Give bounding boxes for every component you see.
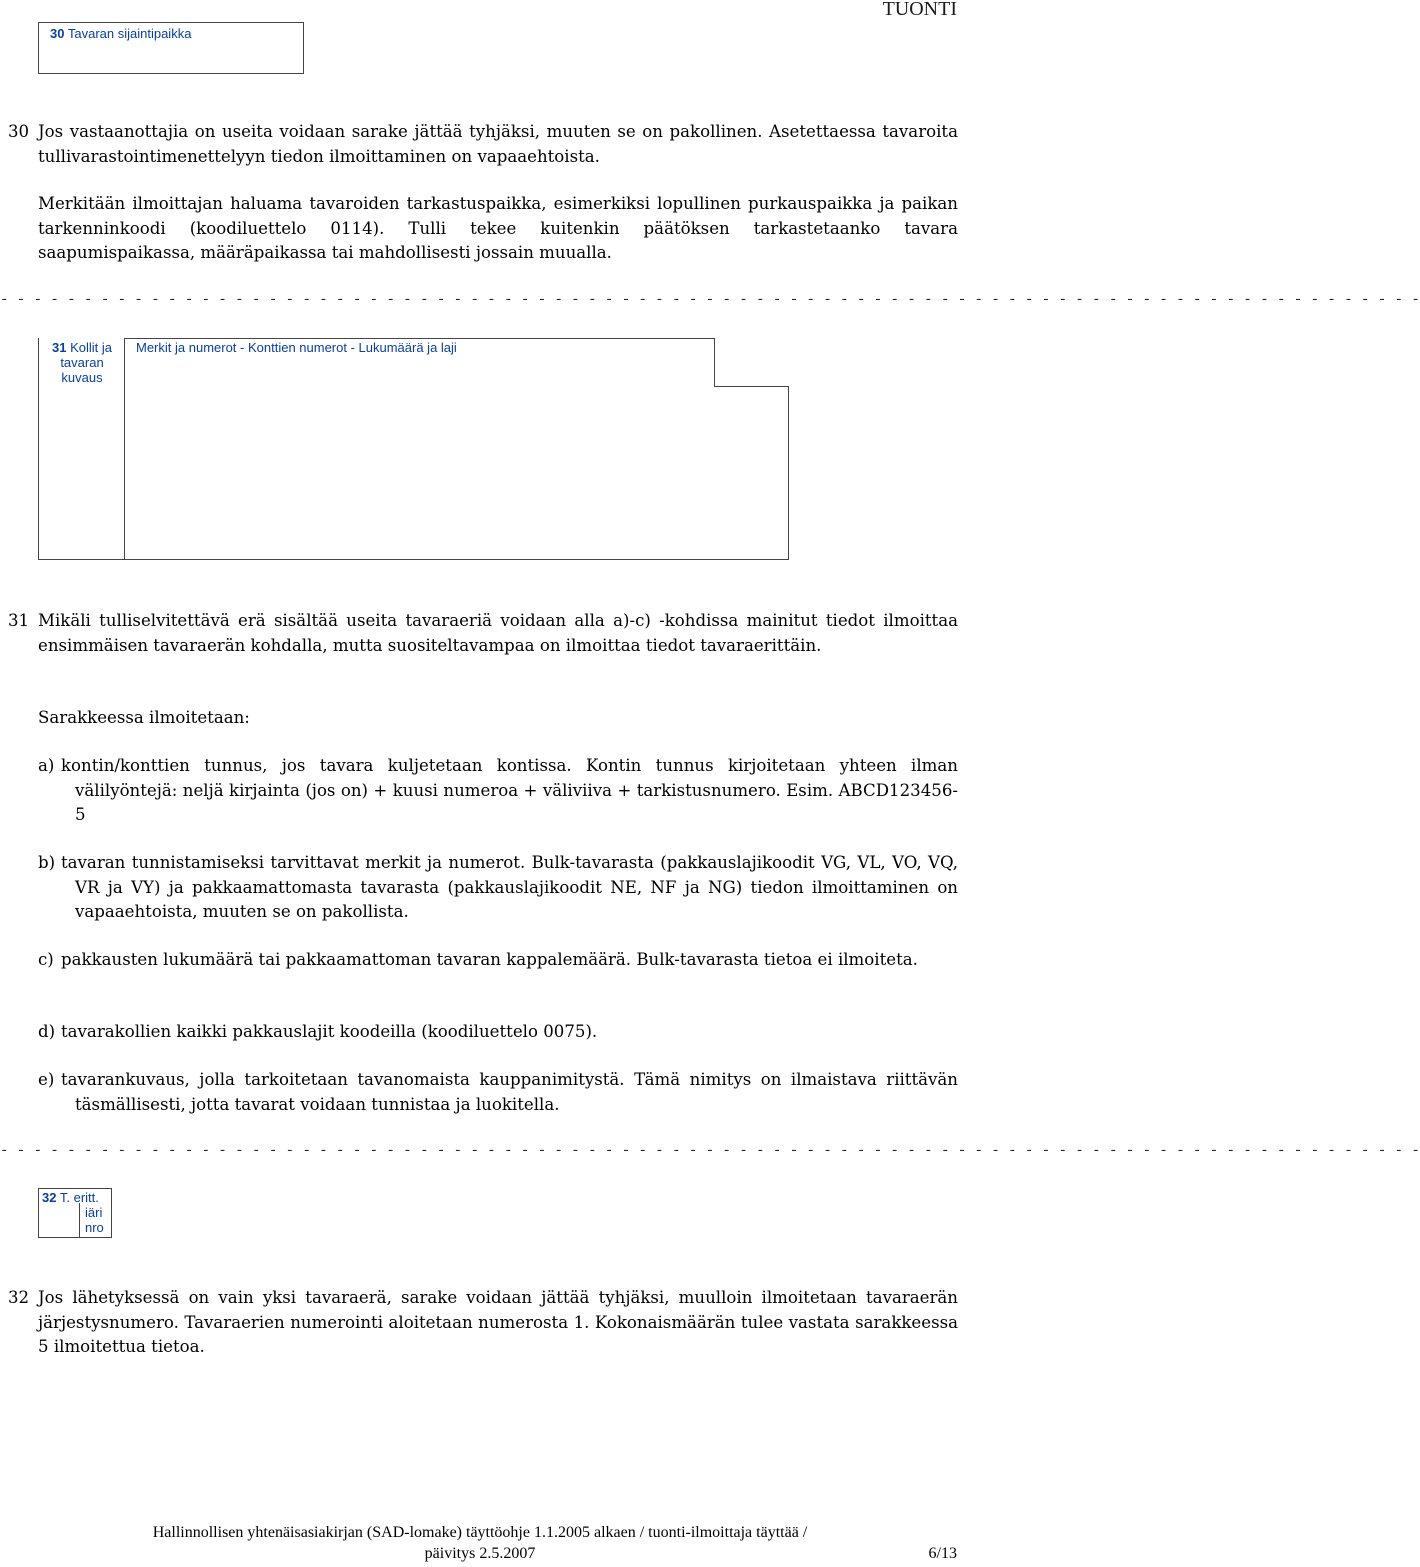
field-label: Tavaran sijaintipaikka <box>67 26 192 41</box>
page-number: 6/13 <box>928 1545 957 1562</box>
page-footer: Hallinnollisen yhtenäisasiakirjan (SAD-lomake) täyttöohje 1.1.2005 alkaen / tuonti-ilmoittaja täyttää / päivitys 2.5.2007 <box>152 1524 808 1562</box>
list-item: c) pakkausten lukumäärä tai pakkaamattoman tavaran kappalemäärä. Bulk-tavarasta tietoa ei ilmoiteta. <box>38 950 918 969</box>
sec31-paragraph-2: Sarakkeessa ilmoitetaan: <box>38 708 250 727</box>
field-number: 31 <box>51 340 67 355</box>
list-item: a) kontin/konttien tunnus, jos tavara kuljetetaan kontissa. Kontin tunnus kirjoitetaan yhteen ilman välilyöntejä: neljä kirjainta (jos on) + kuusi numeroa + väliviiva + tarkistusnumero. Esim. ABCD123456-5 <box>38 756 958 824</box>
sec30-number: 30 <box>8 122 30 141</box>
field-box-30 <box>38 22 304 74</box>
separator-dashes: - - - - - - - - - - - - - - - - - - - - - - - - - - - - - - - - - - - - - - - - - - - - - - - - - - - - - - - - - - - - - - - - - - - - - - - - - - - - - - - - - - - - - <box>0 292 1420 308</box>
field-inner-label: Merkit ja numerot - Konttien numerot - Lukumäärä ja laji <box>136 340 457 355</box>
sec30-paragraph-1: 30 Jos vastaanottajia on useita voidaan sarake jättää tyhjäksi, muuten se on pakollinen. Asetettaessa tavaroita tullivarastointimenettelyyn tiedon ilmoittaminen on vapaaehtoista. <box>8 122 958 166</box>
section-header: TUONTI <box>882 0 957 20</box>
field-box-31: 31 Kollit ja tavaran kuvaus Merkit ja numerot - Konttien numerot - Lukumäärä ja laji <box>38 338 790 560</box>
field-number: 30 <box>50 26 65 41</box>
list-item: d) tavarakollien kaikki pakkauslajit koodeilla (koodiluettelo 0075). <box>38 1022 598 1041</box>
list-item: b) tavaran tunnistamiseksi tarvittavat merkit ja numerot. Bulk-tavarasta (pakkauslajikoodit VG, VL, VO, VQ, VR ja VY) ja pakkaamattomasta tavarasta (pakkauslajikoodit NE, NF ja NG) tiedon ilmoittaminen on vapaaehtoista, muuten se on pakollista. <box>38 853 958 921</box>
field-box-32: 32 T. eritt. iäri nro <box>38 1188 112 1238</box>
sec31-number: 31 <box>8 611 30 630</box>
separator-dashes: - - - - - - - - - - - - - - - - - - - - - - - - - - - - - - - - - - - - - - - - - - - - - - - - - - - - - - - - - - - - - - - - - - - - - - - - - - - - - - - - - - - - - <box>0 1143 1420 1159</box>
sec32-number: 32 <box>8 1288 30 1307</box>
sec30-paragraph-2: Merkitään ilmoittajan haluama tavaroiden tarkastuspaikka, esimerkiksi lopullinen purkauspaikka ja paikan tarkenninkoodi (koodiluettelo 0114). Tulli tekee kuitenkin päätöksen tarkastetaanko tavara saapumispaikassa, määräpaikassa tai mahdollisesti jossain muualla. <box>38 194 958 262</box>
field-number: 32 <box>42 1190 57 1205</box>
sec31-paragraph-1: 31 Mikäli tulliselvitettävä erä sisältää useita tavaraeriä voidaan alla a)-c) -kohdissa mainitut tiedot ilmoittaa ensimmäisen tavaraerän kohdalla, mutta suositeltavampaa on ilmoittaa tiedot tavaraerittäin. <box>8 611 958 655</box>
sec32-paragraph-1: 32 Jos lähetyksessä on vain yksi tavaraerä, sarake voidaan jättää tyhjäksi, muulloin ilmoitetaan tavaraerän järjestysnumero. Tavaraerien numerointi aloitetaan numerosta 1. Kokonaismäärän tulee vastata sarakkeessa 5 ilmoitettua tietoa. <box>8 1288 958 1356</box>
list-item: e) tavarankuvaus, jolla tarkoitetaan tavanomaista kauppanimitystä. Tämä nimitys on ilmaistava riittävän täsmällisesti, jotta tavarat voidaan tunnistaa ja luokitella. <box>38 1070 958 1114</box>
